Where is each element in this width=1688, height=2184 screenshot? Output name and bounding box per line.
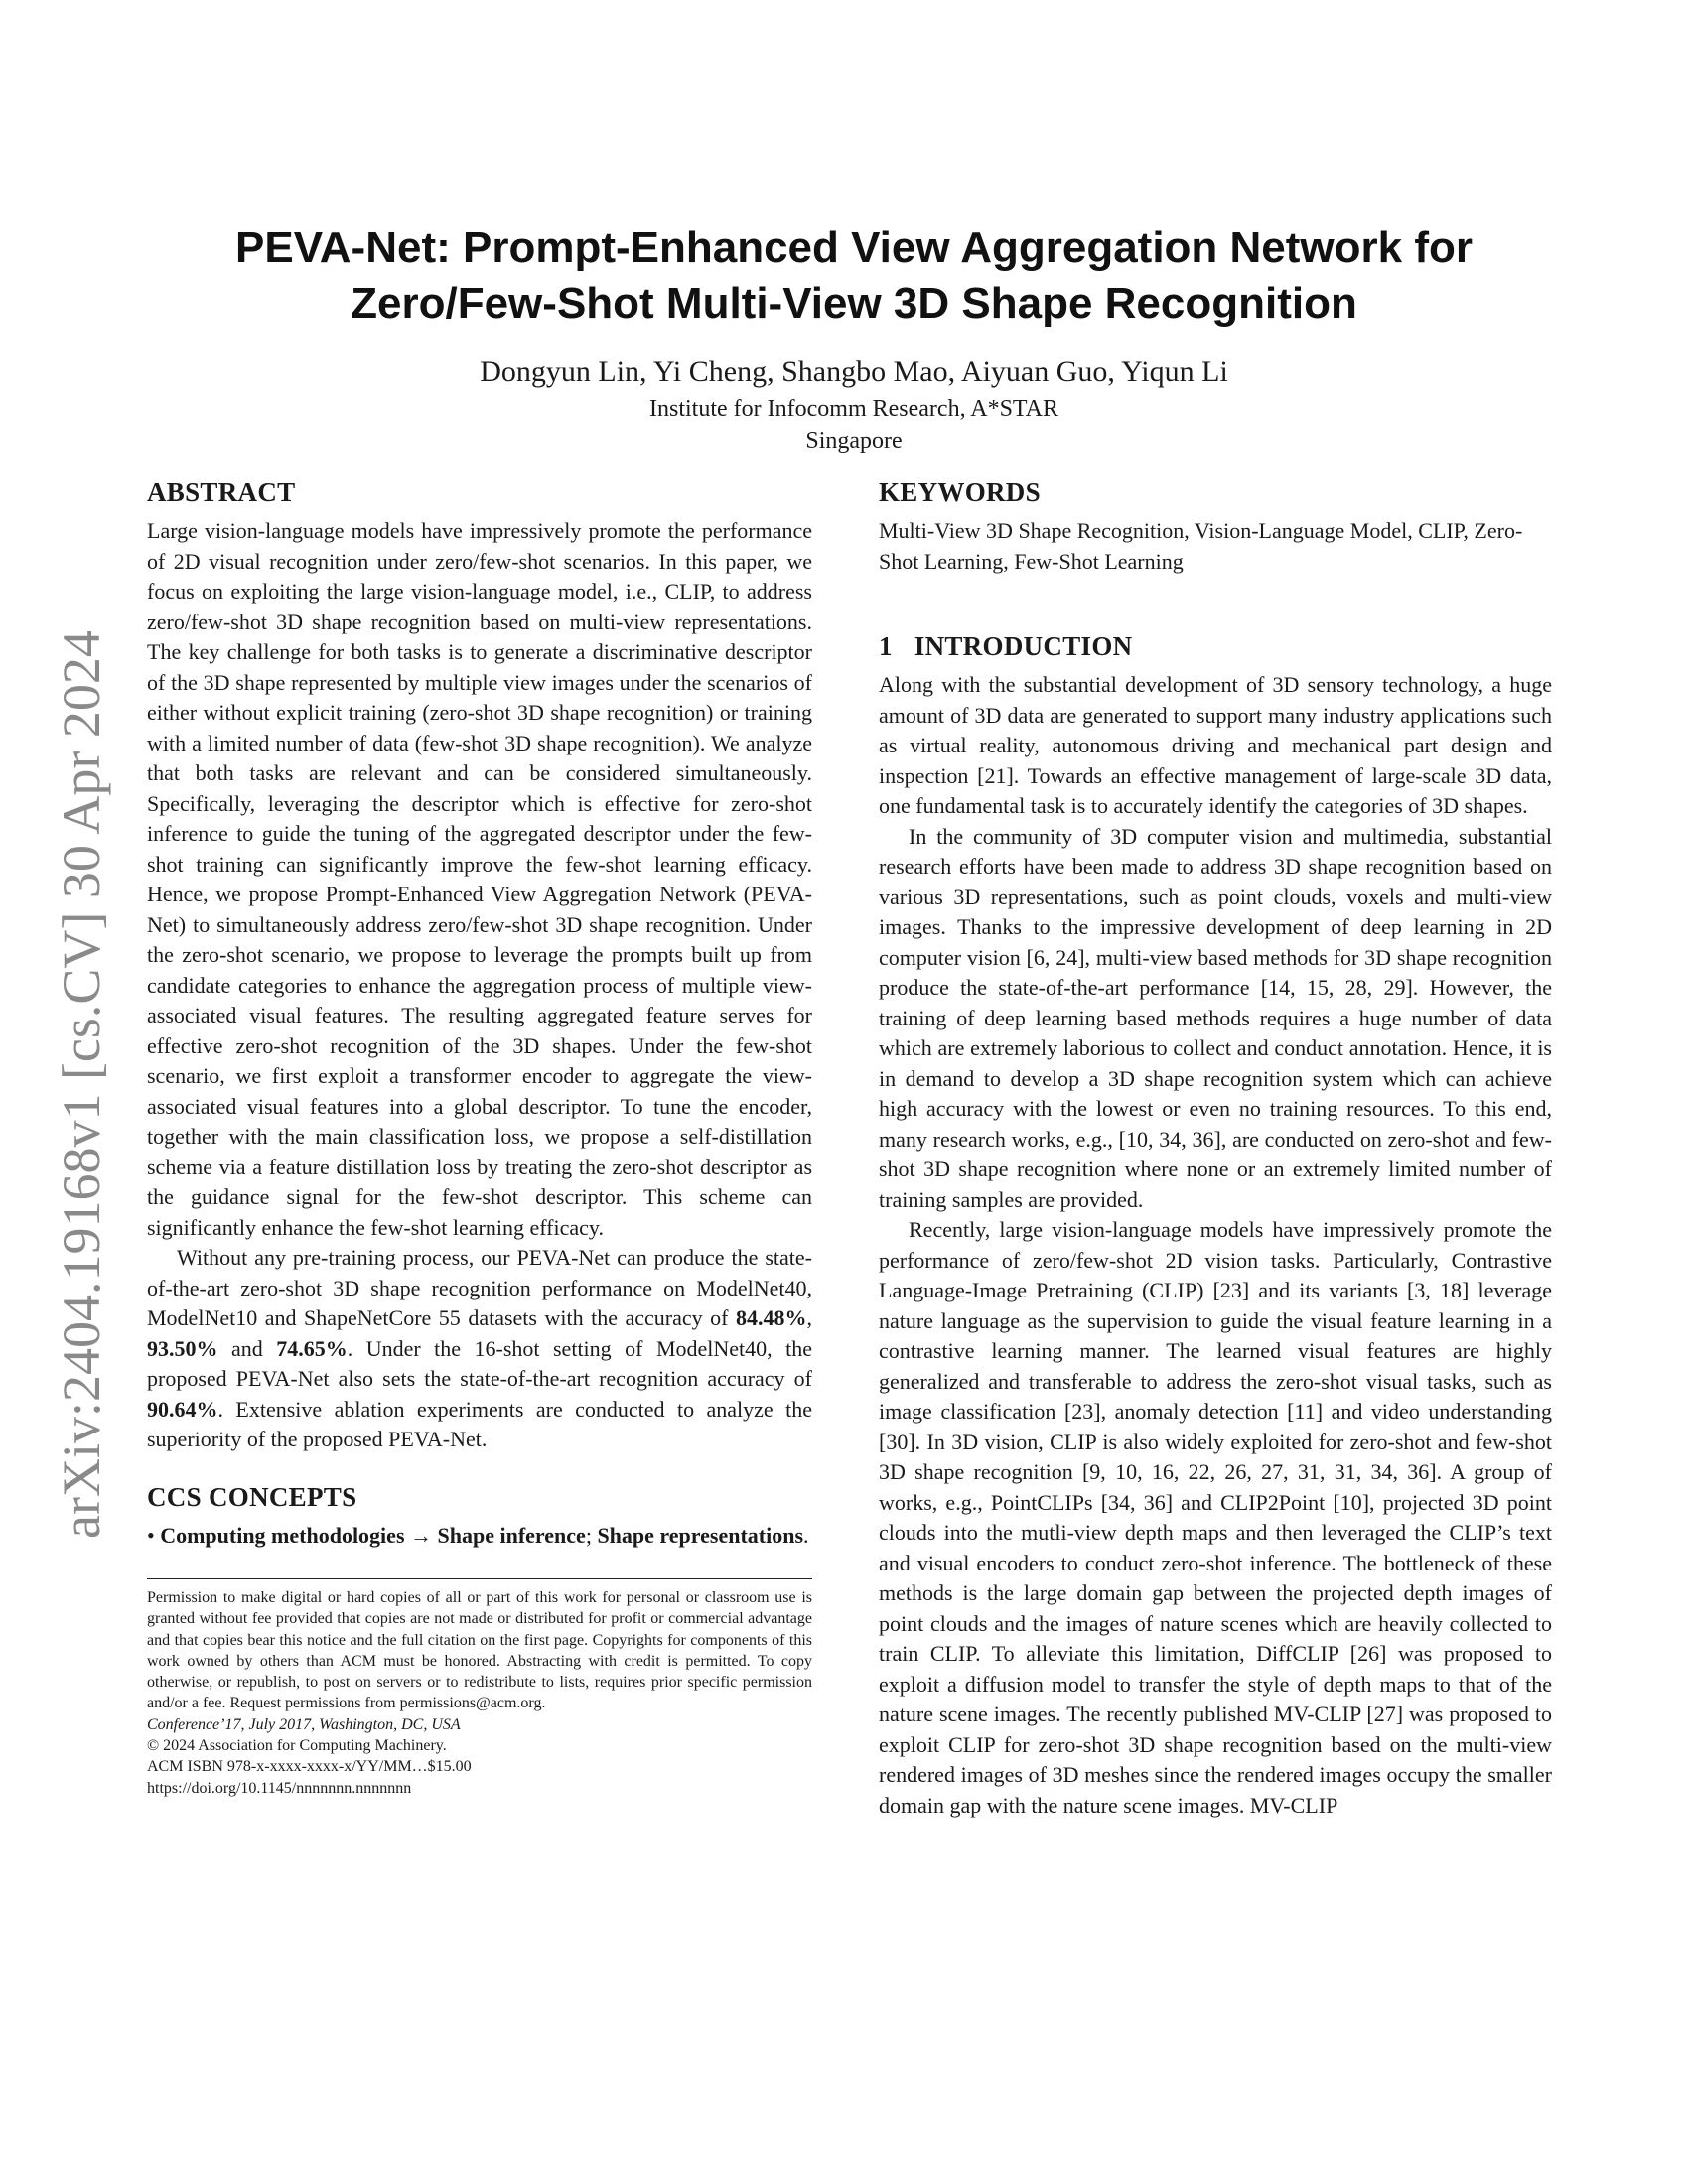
affiliation: Institute for Infocomm Research, A*STAR bbox=[649, 396, 1058, 422]
right-column bbox=[879, 475, 1552, 1821]
ccs-heading: CCS CONCEPTS bbox=[147, 1481, 357, 1512]
keywords-text: Multi-View 3D Shape Recognition, Vision-Language Model, CLIP, Zero-Shot Learning, Few-Shot Learning bbox=[879, 518, 1523, 574]
intro-paragraph: In the community of 3D computer vision and multimedia, substantial research efforts have been made to address 3D shape recognition based on various 3D representations, such as point clouds, voxels and multi-view images. Thanks to the impressive development of deep learning in 2D computer vision [6, 24], multi-view based methods for 3D shape recognition produce the state-of-the-art performance [14, 15, 28, 29]. However, the training of deep learning based methods requires a huge number of data which are extremely laborious to collect and conduct annotation. Hence, it is in demand to develop a 3D shape recognition system which can achieve high accuracy with the lowest or even no training resources. To this end, many research works, e.g., [10, 34, 36], are conducted on zero-shot and few-shot 3D shape recognition where none or an extremely limited number of training samples are provided. bbox=[879, 823, 1552, 1212]
accuracy-value: 74.65% bbox=[276, 1335, 348, 1361]
conference-info: Conference’17, July 2017, Washington, DC, USA bbox=[147, 1715, 461, 1733]
ccs-concepts-section bbox=[147, 1479, 812, 1552]
abstract-heading: ABSTRACT bbox=[147, 478, 296, 507]
section-number: 1 bbox=[879, 631, 893, 661]
footnote-divider bbox=[147, 1578, 812, 1579]
intro-paragraph: Along with the substantial development of 3D sensory technology, a huge amount of 3D data are generated to support many industry applications such as virtual reality, autonomous driving and mechanical part design and inspection [21]. Towards an effective management of large-scale 3D data, one fundamental task is to accurately identify the categories of 3D shapes. bbox=[879, 672, 1552, 818]
accuracy-value: 90.64% bbox=[147, 1396, 218, 1422]
abstract-paragraph: Large vision-language models have impressively promote the performance of 2D visual recognition under zero/few-shot scenarios. In this paper, we focus on exploiting the large vision-language model, i.e., CLIP, to address zero/few-shot 3D shape recognition based on multi-view representations. The key challenge for both tasks is to generate a discriminative descriptor of the 3D shape represented by multiple view images under the scenarios of either without explicit training (zero-shot 3D shape recognition) or training with a limited number of data (few-shot 3D shape recognition). We analyze that both tasks are relevant and can be considered simultaneously. Specifically, leveraging the descriptor which is effective for zero-shot inference to guide the tuning of the aggregated descriptor under the few-shot training can significantly improve the few-shot learning efficacy. Hence, we propose Prompt-Enhanced View Aggregation Network (PEVA-Net) to simultaneously address zero/few-shot 3D shape recognition. Under the zero-shot scenario, we propose to leverage the prompts built up from candidate categories to enhance the aggregation process of multiple view-associated visual features. The resulting aggregated feature serves for effective zero-shot recognition of the 3D shapes. Under the few-shot scenario, we first exploit a transformer encoder to aggregate the view-associated visual features into a global descriptor. To tune the encoder, together with the main classification loss, we propose a self-distillation scheme via a feature distillation loss by treating the zero-shot descriptor as the guidance signal for the few-shot descriptor. This scheme can significantly enhance the few-shot learning efficacy. bbox=[147, 518, 812, 1240]
left-column bbox=[147, 475, 812, 1799]
accuracy-value: 84.48% bbox=[736, 1305, 807, 1330]
title-line: PEVA-Net: Prompt-Enhanced View Aggregation Network for bbox=[235, 223, 1473, 272]
author-list: Dongyun Lin, Yi Cheng, Shangbo Mao, Aiyuan Guo, Yiqun Li bbox=[480, 355, 1228, 388]
ccs-concept-line: • Computing methodologies → Shape inference; Shape representations. bbox=[147, 1522, 809, 1548]
arxiv-identifier: arXiv:2404.19168v1 [cs.CV] 30 Apr 2024 bbox=[52, 630, 111, 1539]
paper-title bbox=[159, 220, 1549, 332]
copyright-line: © 2024 Association for Computing Machinery. bbox=[147, 1737, 447, 1755]
introduction-heading: 1 INTRODUCTION bbox=[879, 631, 1133, 661]
abstract-results-paragraph: Without any pre-training process, our PEVA-Net can produce the state-of-the-art zero-shot 3D shape recognition performance on ModelNet40, ModelNet10 and ShapeNetCore 55 datasets with the accuracy of 84.48%, 93.50% and 74.65%. Under the 16-shot setting of ModelNet40, the proposed PEVA-Net also sets the state-of-the-art recognition accuracy of 90.64%. Extensive ablation experiments are conducted to analyze the superiority of the proposed PEVA-Net. bbox=[147, 1245, 813, 1451]
intro-paragraph: Recently, large vision-language models have impressively promote the performance of zero/few-shot 2D vision tasks. Particularly, Contrastive Language-Image Pretraining (CLIP) [23] and its variants [3, 18] leverage nature language as the supervision to guide the visual feature learning in a contrastive learning manner. The learned visual features are highly generalized and transferable to address the zero-shot visual tasks, such as image classification [23], anomaly detection [11] and video understanding [30]. In 3D vision, CLIP is also widely exploited for zero-shot and few-shot 3D shape recognition [9, 10, 16, 22, 26, 27, 31, 31, 34, 36]. A group of works, e.g., PointCLIPs [34, 36] and CLIP2Point [10], projected 3D point clouds into the mutli-view depth maps and then leveraged the CLIP’s text and visual encoders to conduct zero-shot inference. The bottleneck of these methods is the large domain gap between the projected depth images of point clouds and the images of nature scenes which are heavily collected to train CLIP. To alleviate this limitation, DiffCLIP [26] was proposed to exploit a diffusion model to transfer the style of depth maps to that of the nature scene images. The recently published MV-CLIP [27] was proposed to exploit CLIP for zero-shot 3D shape recognition based on the multi-view rendered images of 3D meshes since the rendered images occupy the smaller domain gap with the nature scene images. MV-CLIP bbox=[879, 1217, 1552, 1818]
keywords-heading: KEYWORDS bbox=[879, 478, 1041, 507]
permission-notice: Permission to make digital or hard copies of all or part of this work for personal or classroom use is granted without fee provided that copies are not made or distributed for profit or commercial advantage and that copies bear this notice and the full citation on the first page. Copyrights for components of this work owned by others than ACM must be honored. Abstracting with credit is permitted. To copy otherwise, or republish, to post on servers or to redistribute to lists, requires prior specific permission and/or a fee. Request permissions from permissions@acm.org. bbox=[147, 1589, 812, 1712]
location: Singapore bbox=[805, 428, 903, 454]
title-line: Zero/Few-Shot Multi-View 3D Shape Recognition bbox=[351, 279, 1357, 328]
doi-link[interactable]: https://doi.org/10.1145/nnnnnnn.nnnnnnn bbox=[147, 1779, 412, 1797]
isbn-line: ACM ISBN 978-x-xxxx-xxxx-x/YY/MM…$15.00 bbox=[147, 1758, 472, 1776]
accuracy-value: 93.50% bbox=[147, 1335, 218, 1361]
